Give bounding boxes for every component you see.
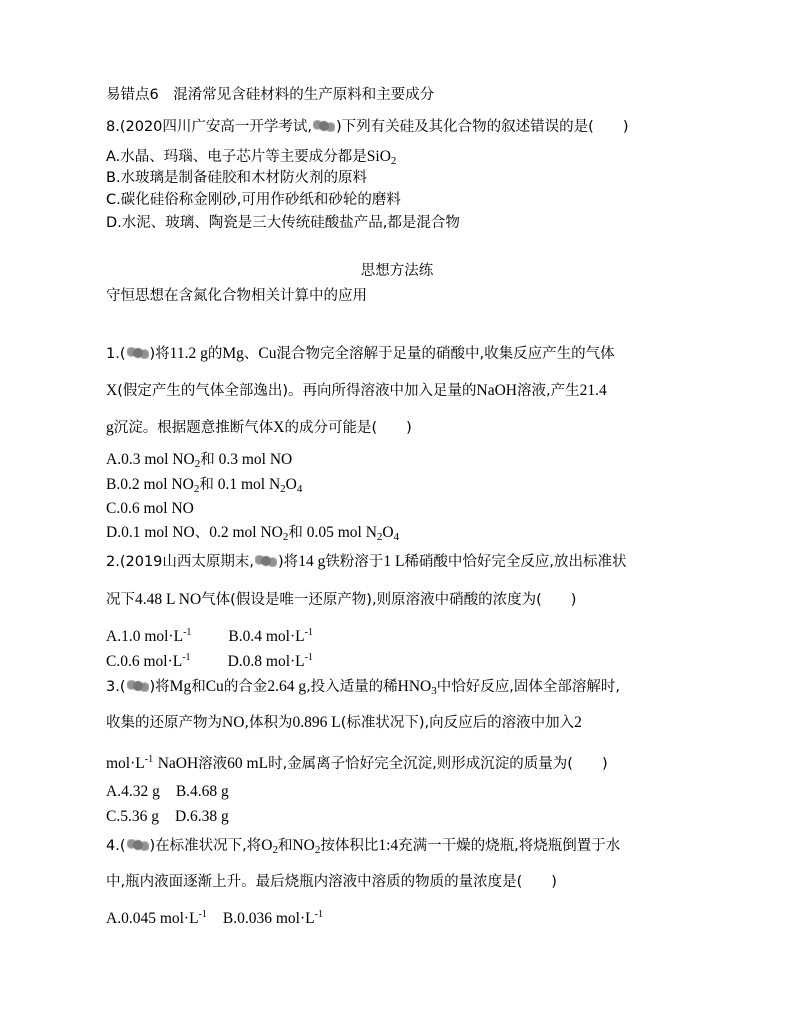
q1-line-1: [106, 344, 615, 364]
t: B.0.2 mol NO: [106, 476, 194, 493]
t: -1: [314, 909, 323, 920]
t: 的成分可能是( ): [284, 420, 412, 436]
t: Cu: [205, 678, 224, 695]
t: O: [285, 476, 297, 493]
q3-options-row-1: [106, 782, 229, 802]
t: 和: [199, 477, 214, 493]
q2-line-2: [106, 590, 576, 610]
t: HNO: [397, 678, 432, 695]
t: )将: [278, 554, 299, 570]
t: O: [261, 837, 273, 854]
t: Mg: [222, 345, 244, 362]
difficulty-star-icon: [127, 839, 149, 851]
t: -1: [183, 627, 192, 638]
t: 按体积比: [320, 838, 379, 854]
q1-option-b: [106, 475, 302, 499]
q2-option-b: B.0.4 mol·L: [228, 628, 305, 645]
t: 2: [193, 483, 200, 495]
t: 和: [277, 838, 293, 854]
t: 溶液: [198, 756, 228, 772]
t: ,体积为: [244, 715, 293, 731]
t: (标准状况下),向反应后的溶液中加入: [340, 715, 575, 731]
q2-option-a: A.1.0 mol·L: [106, 628, 184, 645]
t: 和: [200, 452, 215, 468]
t: 0.3 mol NO: [218, 451, 293, 468]
t: -1: [304, 627, 313, 638]
difficulty-star-icon: [313, 120, 335, 132]
q1-option-c: C.0.6 mol NO: [106, 500, 194, 517]
q4-option-a: A.0.045 mol·L: [106, 910, 199, 927]
q1-line-3: [106, 418, 412, 438]
q1-num: 1.(: [106, 346, 126, 362]
q8-option-d: D.水泥、玻璃、陶瓷是三大传统硅酸盐产品,都是混合物: [106, 215, 460, 231]
t: 3: [431, 685, 437, 697]
q8-stem-b: )下列有关硅及其化合物的叙述错误的是( ): [336, 119, 629, 135]
t: 4: [393, 531, 400, 543]
t: 混合物完全溶解于足量的硝酸中,收集反应产生的气体: [276, 346, 615, 362]
t: 气体(假设是唯一还原产物),则原溶液中硝酸的浓度为( ): [201, 592, 577, 608]
t: 2: [314, 844, 321, 856]
q3-num: 3.(: [106, 679, 126, 695]
q8-option-a-text: A.水晶、玛瑙、电子芯片等主要成分都是: [106, 149, 367, 165]
t: 60 mL: [227, 755, 269, 772]
error-point-title: 易错点6 混淆常见含硅材料的生产原料和主要成分: [106, 87, 435, 103]
t: 铁粉溶于: [325, 554, 384, 570]
t: 0.896 L: [292, 714, 341, 731]
t: )将: [149, 679, 170, 695]
t: )将: [149, 346, 170, 362]
t: NO: [222, 714, 245, 731]
q4-num: 4.(: [106, 838, 126, 854]
section-heading: 思想方法练: [360, 263, 434, 279]
t: O: [382, 524, 394, 541]
t: 、: [194, 525, 210, 541]
t: 0.05 mol N: [306, 524, 377, 541]
t: 的合金: [223, 679, 268, 695]
q1-line-2: [106, 381, 607, 401]
q8-option-c: C.碳化硅俗称金刚砂,可用作砂纸和砂轮的磨料: [106, 192, 401, 208]
t: 时,金属离子恰好完全沉淀,则形成沉淀的质量为( ): [268, 756, 608, 772]
q1-option-d: [106, 523, 399, 547]
q3-option-d: D.6.38 g: [174, 808, 229, 825]
t: NaOH: [157, 755, 199, 772]
q2-options-row-2: [106, 648, 313, 672]
t: 2: [194, 458, 201, 470]
t: 充满一干燥的烧瓶,将烧瓶倒置于水: [398, 838, 621, 854]
q3-option-a: A.4.32 g: [106, 783, 160, 800]
q2-options-row-1: [106, 623, 313, 647]
q2-option-c: C.0.6 mol·L: [106, 653, 183, 670]
q8-stem: [106, 117, 629, 137]
t: 、: [243, 346, 259, 362]
q8-option-b: B.水玻璃是制备硅胶和木材防火剂的原料: [106, 170, 368, 186]
q4-options-row-1: [106, 905, 323, 929]
t: mol·L: [106, 755, 145, 772]
t: )在标准状况下,将: [149, 838, 262, 854]
t: 2: [280, 483, 286, 495]
t: 0.2 mol NO: [209, 524, 283, 541]
t: -1: [304, 652, 313, 663]
q4-line-2: 中,瓶内液面逐渐上升。最后烧瓶内溶液中溶质的物质的量浓度是( ): [106, 874, 557, 890]
t: 2: [282, 531, 289, 543]
t: NaOH: [476, 382, 517, 399]
q2-option-d: D.0.8 mol·L: [227, 653, 305, 670]
t: Mg: [169, 678, 192, 695]
t: 11.2 g: [169, 345, 208, 362]
q4-line-1: [106, 836, 620, 860]
t: 2: [376, 531, 383, 543]
t: 2.64 g: [267, 678, 307, 695]
t: 和: [191, 679, 206, 695]
q3-line-3: [106, 750, 608, 774]
t: D.0.1 mol NO: [106, 524, 195, 541]
q8-stem-a: 8.(2020四川广安高一开学考试,: [106, 119, 313, 135]
t: 稀硝酸中恰好完全反应,放出标准状: [404, 554, 627, 570]
t: 2: [272, 844, 278, 856]
q1-option-a: [106, 450, 292, 474]
t: ,投入适量的稀: [306, 679, 398, 695]
q2-line-1: [106, 552, 627, 572]
difficulty-star-icon: [127, 680, 149, 692]
t: 14 g: [298, 553, 326, 570]
q8-option-a-sub: 2: [390, 155, 397, 167]
t: 1:4: [378, 837, 399, 854]
t: 4.48 L NO: [135, 591, 202, 608]
q3-option-b: B.4.68 g: [175, 783, 229, 800]
t: 和: [288, 525, 303, 541]
t: 况下: [106, 592, 135, 608]
difficulty-star-icon: [255, 555, 277, 567]
t: 溶液,产生: [516, 383, 580, 399]
q8-option-a-formula: SiO: [366, 148, 391, 165]
t: 0.1 mol N: [217, 476, 281, 493]
section-subheading: 守恒思想在含氮化合物相关计算中的应用: [106, 288, 367, 304]
t: 1 L: [383, 553, 405, 570]
difficulty-star-icon: [127, 347, 149, 359]
q3-option-c: C.5.36 g: [106, 808, 159, 825]
t: 4: [296, 483, 303, 495]
t: -1: [144, 754, 154, 765]
q3-options-row-2: [106, 807, 229, 827]
t: 21.4: [579, 382, 607, 399]
t: NO: [292, 837, 315, 854]
q2-num: 2.(2019山西太原期末,: [106, 554, 255, 570]
q3-line-2: [106, 713, 582, 733]
t: -1: [182, 652, 191, 663]
t: 2: [574, 714, 582, 731]
t: X: [273, 419, 285, 436]
t: 沉淀。根据题意推断气体: [113, 420, 274, 436]
t: 的: [207, 346, 223, 362]
t: X: [106, 382, 118, 399]
t: 中恰好反应,固体全部溶解时,: [436, 679, 620, 695]
t: 收集的还原产物为: [106, 715, 222, 731]
q3-line-1: [106, 677, 620, 701]
t: Cu: [258, 345, 277, 362]
t: -1: [198, 909, 207, 920]
q4-option-b: B.0.036 mol·L: [222, 910, 315, 927]
t: (假定产生的气体全部逸出)。再向所得溶液中加入足量的: [117, 383, 477, 399]
t: A.0.3 mol NO: [106, 451, 195, 468]
t: g: [106, 419, 114, 436]
